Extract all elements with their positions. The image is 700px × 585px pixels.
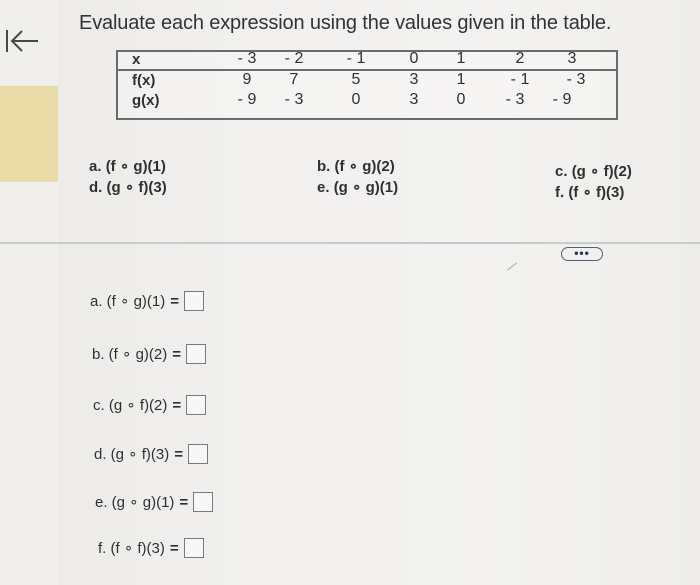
section-divider	[0, 242, 700, 244]
answer-label: a. (f ∘ g)(1)	[90, 293, 166, 310]
answer-row-a	[90, 287, 204, 315]
page-title: Evaluate each expression using the values given in the table.	[79, 12, 612, 34]
problem-expression: (f ∘ g)(2)	[334, 158, 395, 175]
answer-row-c	[93, 391, 206, 419]
answer-input[interactable]	[188, 444, 208, 464]
table-g-cell: - 9	[237, 91, 257, 108]
table-f-cell: 1	[456, 71, 466, 88]
answer-label: c. (g ∘ f)(2)	[93, 397, 168, 414]
table-x-cell: 0	[409, 50, 419, 67]
answer-input[interactable]	[184, 291, 204, 311]
problem-expression: (g ∘ f)(2)	[571, 163, 632, 180]
answer-label: b. (f ∘ g)(2)	[92, 346, 168, 363]
ellipsis-icon: •••	[574, 246, 590, 261]
table-header-x: x	[132, 51, 141, 68]
table-header-gx: g(x)	[132, 92, 160, 109]
table-x-cell: - 1	[346, 50, 366, 67]
problem-expression: (g ∘ g)(1)	[333, 179, 399, 196]
answer-input[interactable]	[186, 395, 206, 415]
problem-d	[89, 178, 167, 196]
more-options-button[interactable]	[561, 247, 603, 261]
equals-sign: =	[174, 445, 183, 463]
table-f-cell: 3	[409, 71, 419, 88]
table-f-cell: 7	[289, 71, 299, 88]
table-header-fx: f(x)	[132, 72, 156, 89]
table-g-cell: - 9	[552, 91, 572, 108]
table-f-cell: - 3	[566, 71, 586, 88]
table-f-cell: 9	[242, 71, 252, 88]
problem-letter: d.	[89, 179, 103, 196]
table-x-cell: 3	[567, 50, 577, 67]
table-g-cell: - 3	[284, 91, 304, 108]
answer-label: e. (g ∘ g)(1)	[95, 494, 175, 511]
problem-expression: (f ∘ f)(3)	[568, 184, 625, 201]
values-table	[116, 50, 618, 120]
equals-sign: =	[172, 345, 181, 363]
table-f-cell: - 1	[510, 71, 530, 88]
back-button[interactable]	[0, 22, 48, 62]
problem-letter: c.	[555, 163, 568, 180]
table-g-cell: 3	[409, 91, 419, 108]
stray-mark	[507, 262, 517, 270]
answer-row-f	[98, 534, 204, 562]
problem-expression: (f ∘ g)(1)	[105, 158, 166, 175]
table-f-cell: 5	[351, 71, 361, 88]
problem-e	[317, 178, 398, 196]
table-x-cell: - 2	[284, 50, 304, 67]
yellow-tab	[0, 86, 58, 182]
problem-letter: b.	[317, 158, 331, 175]
table-g-cell: 0	[351, 91, 361, 108]
table-x-cell: - 3	[237, 50, 257, 67]
problem-b	[317, 157, 395, 175]
problem-letter: a.	[89, 158, 102, 175]
answer-input[interactable]	[186, 344, 206, 364]
equals-sign: =	[170, 292, 179, 310]
equals-sign: =	[179, 493, 189, 511]
answer-label: d. (g ∘ f)(3)	[94, 446, 170, 463]
problem-f	[555, 183, 624, 201]
equals-sign: =	[172, 396, 182, 414]
answer-row-b	[92, 340, 206, 368]
answer-row-d	[94, 440, 208, 468]
answer-label: f. (f ∘ f)(3)	[98, 540, 165, 557]
table-x-cell: 1	[456, 50, 466, 67]
back-arrow-icon	[0, 28, 44, 56]
answer-input[interactable]	[193, 492, 213, 512]
table-g-cell: 0	[456, 91, 466, 108]
problem-expression: (g ∘ f)(3)	[106, 179, 167, 196]
problem-c	[555, 162, 632, 180]
answer-row-e	[95, 488, 213, 516]
table-x-cell: 2	[515, 50, 525, 67]
answer-input[interactable]	[184, 538, 204, 558]
table-divider	[118, 69, 616, 71]
problem-a	[89, 157, 166, 175]
table-g-cell: - 3	[505, 91, 525, 108]
problem-letter: f.	[555, 184, 565, 201]
equals-sign: =	[169, 539, 179, 557]
problem-letter: e.	[317, 179, 330, 196]
